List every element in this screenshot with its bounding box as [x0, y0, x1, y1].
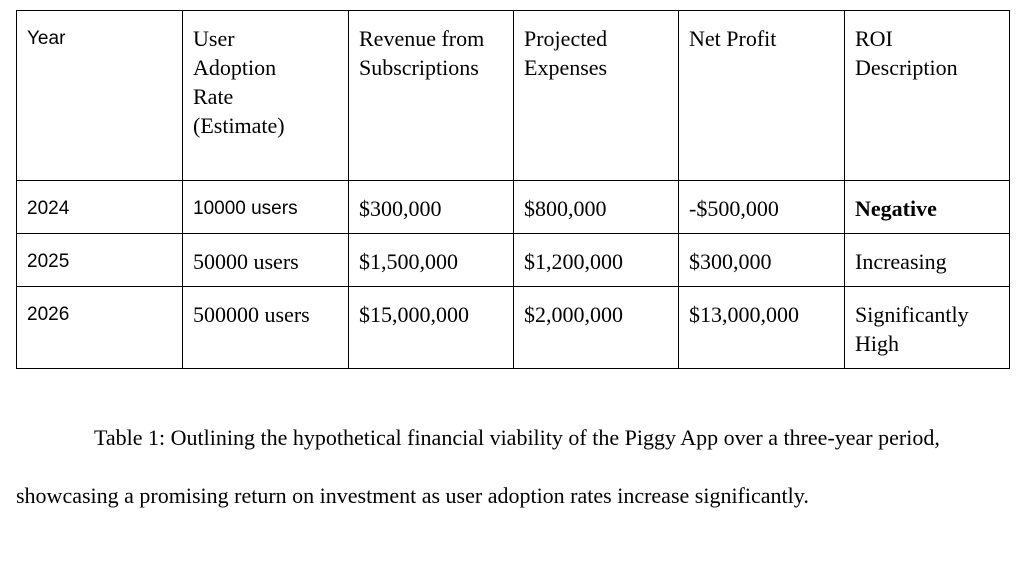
table-caption: Table 1: Outlining the hypothetical financial viability of the Piggy App over a three-year period, showcasing a promising return on investment as user adoption rates increase significantly.	[16, 425, 940, 508]
cell-year: 2026	[17, 287, 183, 369]
cell-users: 500000 users	[183, 287, 349, 369]
cell-profit: $300,000	[679, 234, 845, 287]
header-roi: ROI Description	[845, 11, 1010, 181]
cell-expenses: $1,200,000	[514, 234, 679, 287]
cell-roi: Significantly High	[845, 287, 1010, 369]
header-expenses: Projected Expenses	[514, 11, 679, 181]
cell-expenses: $2,000,000	[514, 287, 679, 369]
table-row	[17, 181, 1010, 234]
header-year: Year	[17, 11, 183, 181]
header-revenue: Revenue from Subscriptions	[349, 11, 514, 181]
cell-profit: $13,000,000	[679, 287, 845, 369]
cell-expenses: $800,000	[514, 181, 679, 234]
table-header-row	[17, 11, 1010, 181]
header-user-adoption: User Adoption Rate (Estimate)	[183, 11, 349, 181]
cell-roi	[845, 181, 1010, 234]
cell-users: 50000 users	[183, 234, 349, 287]
header-net-profit: Net Profit	[679, 11, 845, 181]
financial-table	[16, 10, 1010, 369]
cell-profit: -$500,000	[679, 181, 845, 234]
cell-year: 2024	[17, 181, 183, 234]
table-row	[17, 234, 1010, 287]
roi-value: Negative	[855, 196, 937, 221]
cell-revenue: $300,000	[349, 181, 514, 234]
cell-roi: Increasing	[845, 234, 1010, 287]
cell-year: 2025	[17, 234, 183, 287]
cell-users: 10000 users	[183, 181, 349, 234]
cell-revenue: $15,000,000	[349, 287, 514, 369]
table-row	[17, 287, 1010, 369]
cell-revenue: $1,500,000	[349, 234, 514, 287]
